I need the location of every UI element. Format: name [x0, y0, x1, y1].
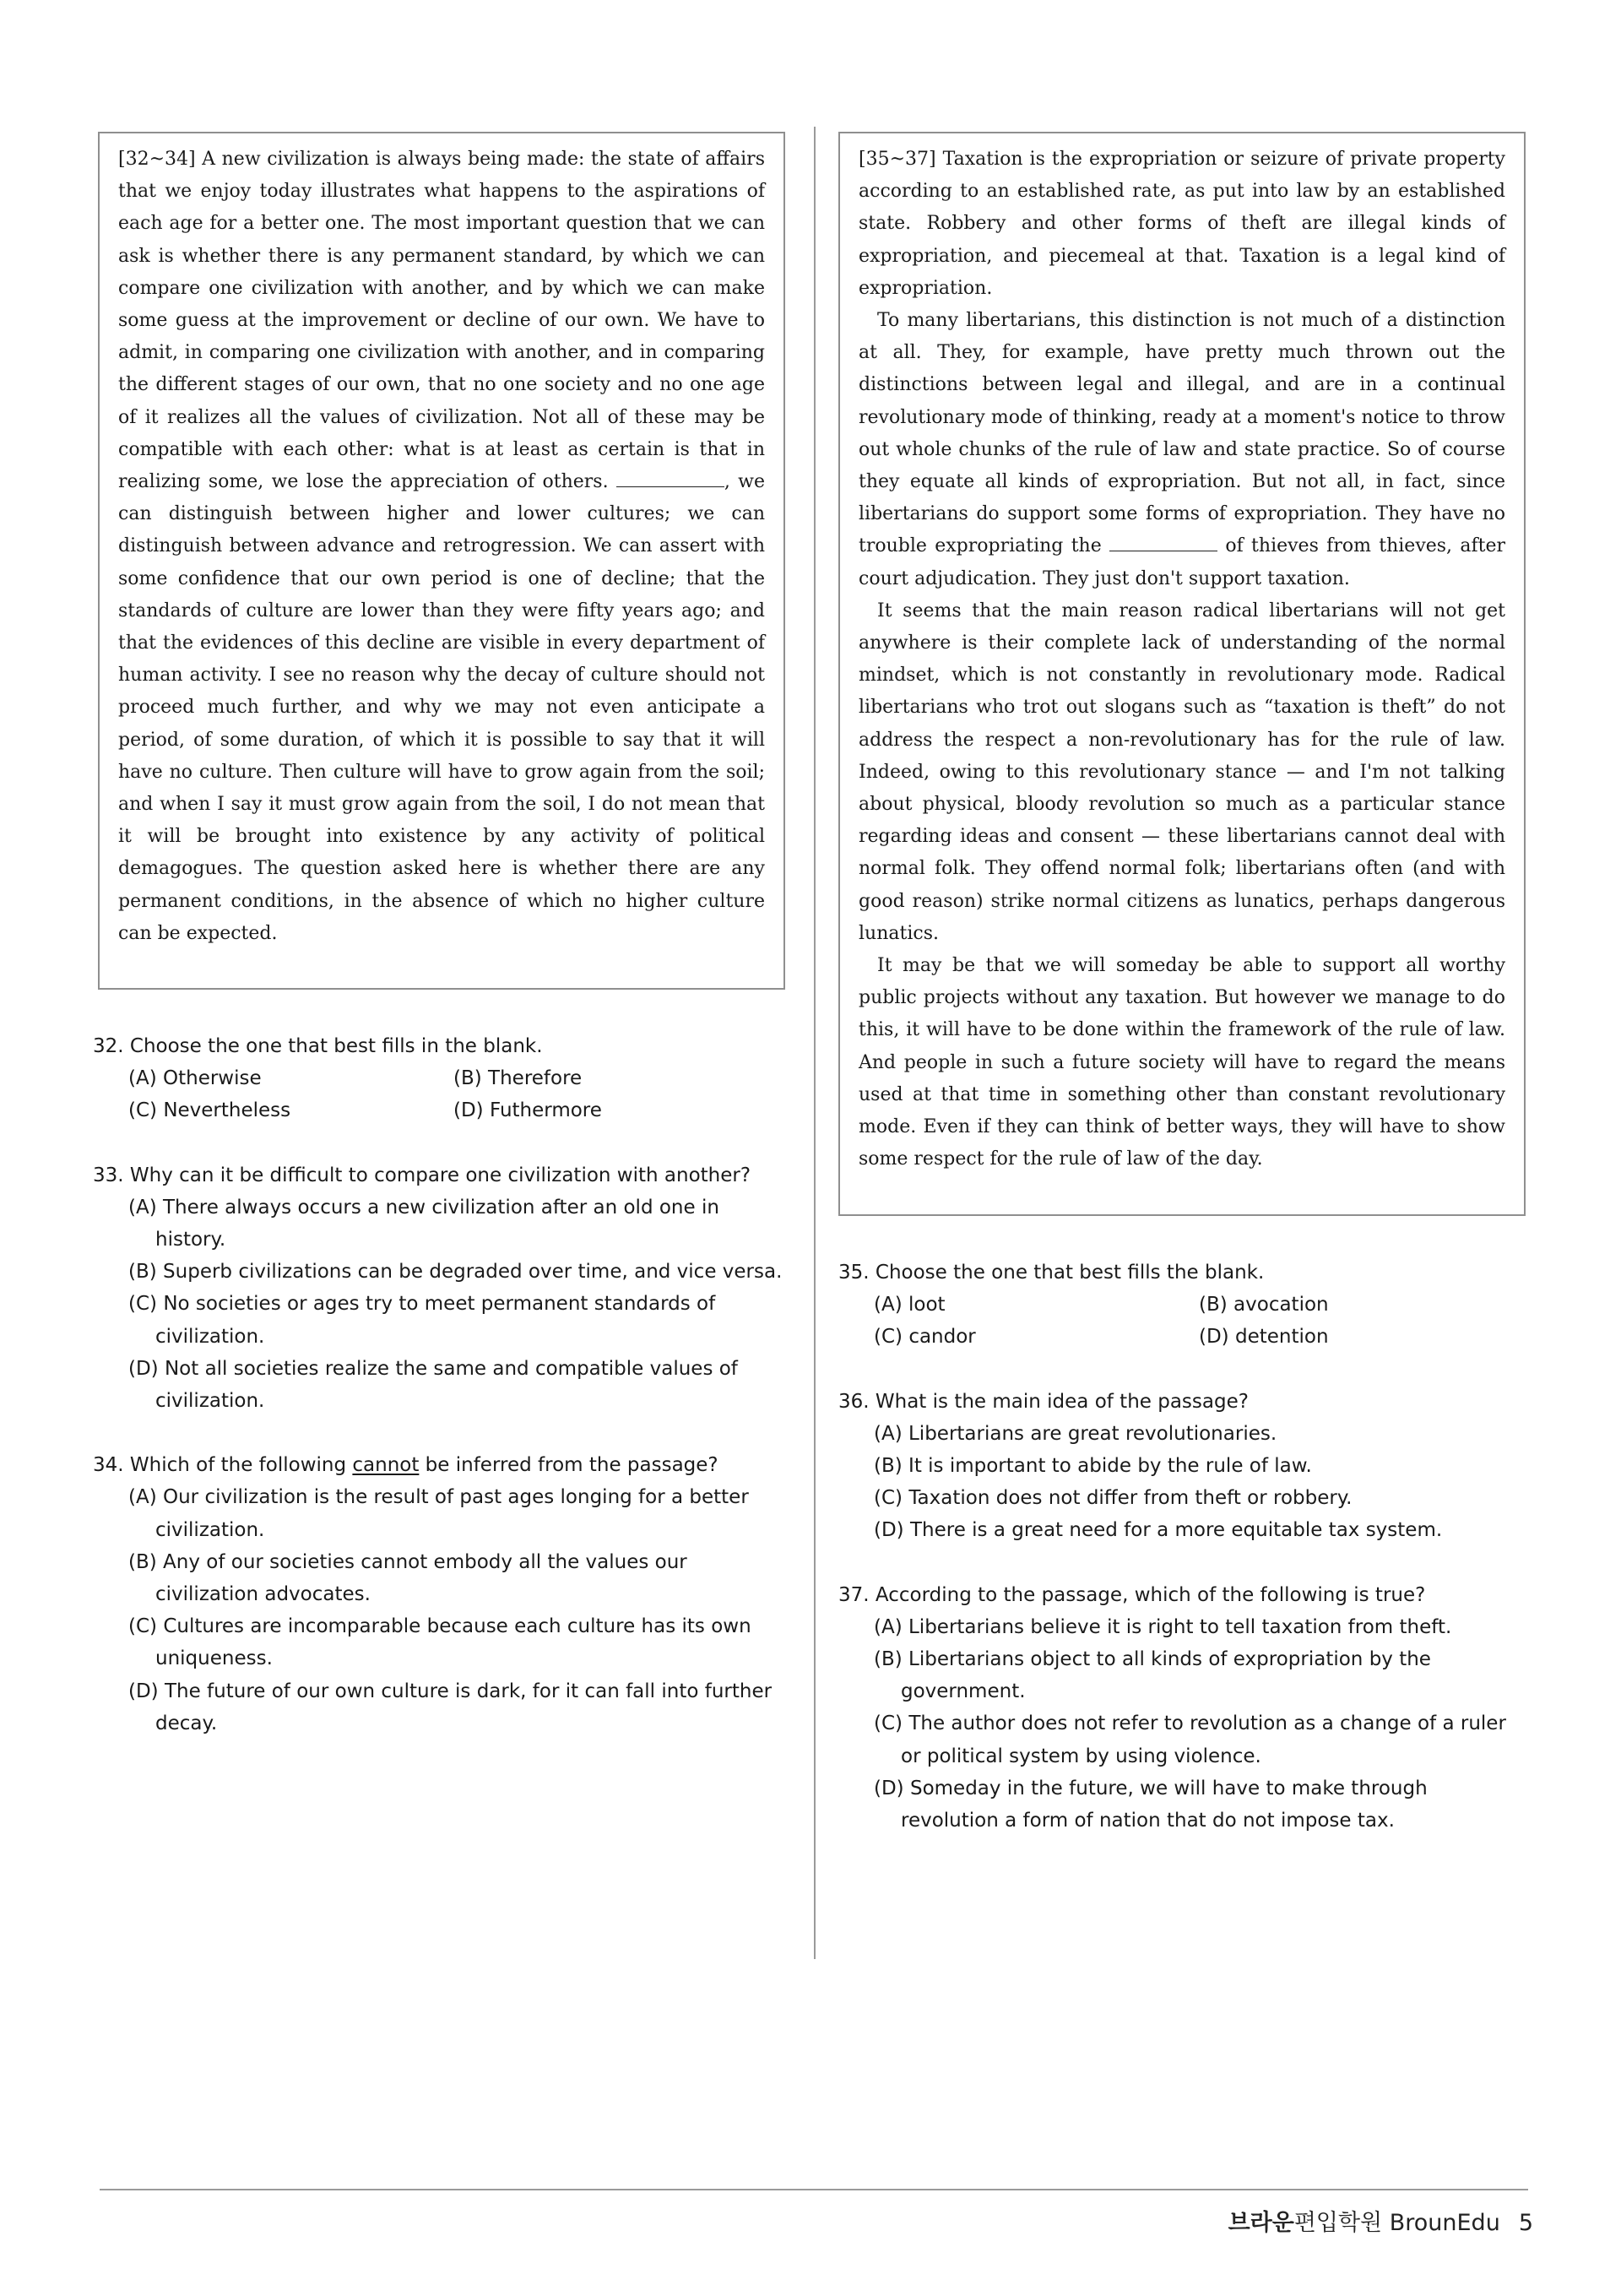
question-33-option-c[interactable]: (C) No societies or ages try to meet permanent standards of civilization.	[128, 1293, 716, 1348]
question-34-stem-underlined: cannot	[352, 1454, 420, 1477]
page-number: 5	[1518, 2210, 1533, 2236]
passage-35-37-p3: It seems that the main reason radical libertarians will not get anywhere is their complete lack of understanding of the normal mindset, which is not constantly in revolutionary mode. Radical libertarians who trot out slogans such as “taxation is theft” do not address the respect a non-revolutionary has for the rule of law. Indeed, owing to this revolutionary stance — and I'm not talking about physical, bloody revolution so much as a particular stance regarding ideas and consent — these libertarians cannot deal with normal folk. They offend normal folk; libertarians often (and with good reason) strike normal citizens as lunatics, perhaps dangerous lunatics.	[859, 600, 1505, 944]
question-34-option-a[interactable]: (A) Our civilization is the result of past ages longing for a better civilization.	[128, 1486, 749, 1541]
question-32	[93, 1030, 785, 1127]
question-36-option-a[interactable]: (A) Libertarians are great revolutionaries.	[874, 1422, 1277, 1445]
question-34-stem	[93, 1449, 785, 1481]
passage-35-37	[838, 132, 1526, 1216]
passage-32-34-part1: [32~34] A new civilization is always being made: the state of affairs that we enjoy today illustrates what happens to the aspirations of each age for a better one. The most important question that we can ask is whether there is any permanent standard, by which we can compare one civilization with another, and by which we can make some guess at the improvement or decline of our own. We have to admit, in comparing one civilization with another, and in comparing the different stages of our own, that no one society and no one age of it realizes all the values of civilization. Not all of these may be compatible with each other: what is at least as certain is that in realizing some, we lose the appreciation of others.	[118, 149, 765, 493]
question-36	[838, 1386, 1531, 1547]
question-33-option-a[interactable]: (A) There always occurs a new civilization after an old one in history.	[128, 1196, 719, 1251]
spacer	[93, 1127, 785, 1159]
passage-35-37-p2-part2: of thieves from thieves, after court adjudication. They just don't support taxation.	[859, 535, 1506, 589]
question-37-option-b[interactable]: (B) Libertarians object to all kinds of expropriation by the government.	[874, 1648, 1431, 1703]
question-35-option-a[interactable]: (A) loot	[874, 1294, 946, 1316]
question-32-option-a[interactable]: (A) Otherwise	[128, 1067, 262, 1090]
question-32-stem: 32. Choose the one that best fills in the blank.	[93, 1035, 543, 1057]
question-37-option-a[interactable]: (A) Libertarians believe it is right to tell taxation from theft.	[874, 1615, 1452, 1638]
passage-32-34-text	[118, 144, 765, 950]
question-32-option-c[interactable]: (C) Nevertheless	[128, 1099, 291, 1122]
spacer	[838, 1354, 1531, 1386]
question-36-stem: 36. What is the main idea of the passage?	[838, 1390, 1249, 1413]
spacer	[838, 1547, 1531, 1579]
question-34-stem-pre: 34. Which of the following	[93, 1454, 353, 1477]
question-33	[93, 1159, 785, 1418]
question-35-stem: 35. Choose the one that best fills the blank.	[838, 1262, 1265, 1284]
footer-divider	[100, 2189, 1528, 2190]
question-32-option-b[interactable]: (B) Therefore	[453, 1067, 583, 1090]
blank-35	[1109, 534, 1217, 551]
question-34-stem-post: be inferred from the passage?	[419, 1454, 718, 1477]
question-35	[838, 1257, 1531, 1354]
question-37	[838, 1579, 1531, 1837]
passage-35-37-p2-part1: To many libertarians, this distinction is not much of a distinction at all. They, for example, have pretty much thrown out the distinctions between legal and illegal, and are in a continual revolutionary mode of thinking, ready at a moment's notice to throw out whole chunks of the rule of law and state practice. So of course they equate all kinds of expropriation. But not all, in fact, since libertarians do support some forms of expropriation. They have no trouble expropriating the	[859, 310, 1505, 557]
question-32-option-d[interactable]: (D) Futhermore	[453, 1099, 602, 1122]
blank-32	[616, 470, 724, 487]
footer	[1228, 2204, 1533, 2237]
question-37-option-c[interactable]: (C) The author does not refer to revolution as a change of a ruler or political system by using violence.	[874, 1713, 1506, 1767]
question-35-option-c[interactable]: (C) candor	[874, 1326, 976, 1349]
question-34-option-b[interactable]: (B) Any of our societies cannot embody all the values our civilization advocates.	[128, 1550, 687, 1606]
passage-35-37-p2	[859, 305, 1505, 595]
passage-32-34	[98, 132, 785, 990]
passage-35-37-p1: [35~37] Taxation is the expropriation or seizure of private property according to an established rate, as put into law by an established state. Robbery and other forms of theft are illegal kinds of expropriation, and piecemeal at that. Taxation is a legal kind of expropriation.	[859, 149, 1505, 299]
question-35-row2	[874, 1321, 1531, 1353]
question-37-stem: 37. According to the passage, which of the following is true?	[838, 1583, 1426, 1606]
question-32-row1	[128, 1062, 785, 1094]
question-34	[93, 1449, 785, 1740]
question-32-row2	[128, 1094, 785, 1126]
brand-name-rest: 편입학원 BrounEdu	[1293, 2210, 1500, 2236]
questions-right	[838, 1257, 1531, 1837]
question-34-option-c[interactable]: (C) Cultures are incomparable because each culture has its own uniqueness.	[128, 1615, 751, 1670]
question-35-option-b[interactable]: (B) avocation	[1199, 1294, 1329, 1316]
passage-35-37-p4: It may be that we will someday be able to support all worthy public projects without any taxation. But however we manage to do this, it will have to be done within the framework of the rule of law. And people in such a future society will have to regard the means used at that time in something other than constant revolutionary mode. Even if they can think of better ways, they will have to show some respect for the rule of law of the day.	[859, 955, 1505, 1170]
passage-32-34-part2: , we can distinguish between higher and lower cultures; we can distinguish between advance and retrogression. We can assert with some confidence that our own period is one of decline; that the standards of culture are lower than they were fifty years ago; and that the evidences of this decline are visible in every department of human activity. I see no reason why the decay of culture should not proceed much further, and why we may not even anticipate a period, of some duration, of which it is possible to say that it will have no culture. Then culture will have to grow again from the soil; and when I say it must grow again from the soil, I do not mean that it will be brought into existence by any activity of political demagogues. The question asked here is whether there are any permanent conditions, in the absence of which no higher culture can be expected.	[118, 471, 765, 944]
question-35-option-d[interactable]: (D) detention	[1199, 1326, 1329, 1349]
question-37-option-d[interactable]: (D) Someday in the future, we will have to make through revolution a form of nation that do not impose tax.	[874, 1777, 1428, 1832]
column-divider	[814, 127, 816, 1959]
question-33-option-d[interactable]: (D) Not all societies realize the same and compatible values of civilization.	[128, 1357, 738, 1413]
question-36-option-d[interactable]: (D) There is a great need for a more equitable tax system.	[874, 1519, 1443, 1542]
question-36-option-c[interactable]: (C) Taxation does not differ from theft or robbery.	[874, 1487, 1353, 1510]
question-36-option-b[interactable]: (B) It is important to abide by the rule of law.	[874, 1455, 1312, 1478]
question-33-stem: 33. Why can it be difficult to compare one civilization with another?	[93, 1164, 751, 1186]
questions-left	[93, 1030, 785, 1740]
question-35-row1	[874, 1289, 1531, 1321]
question-34-option-d[interactable]: (D) The future of our own culture is dark, for it can fall into further decay.	[128, 1680, 773, 1734]
spacer	[93, 1417, 785, 1449]
question-33-option-b[interactable]: (B) Superb civilizations can be degraded over time, and vice versa.	[128, 1261, 783, 1284]
brand-name-bold: 브라운	[1228, 2210, 1294, 2236]
